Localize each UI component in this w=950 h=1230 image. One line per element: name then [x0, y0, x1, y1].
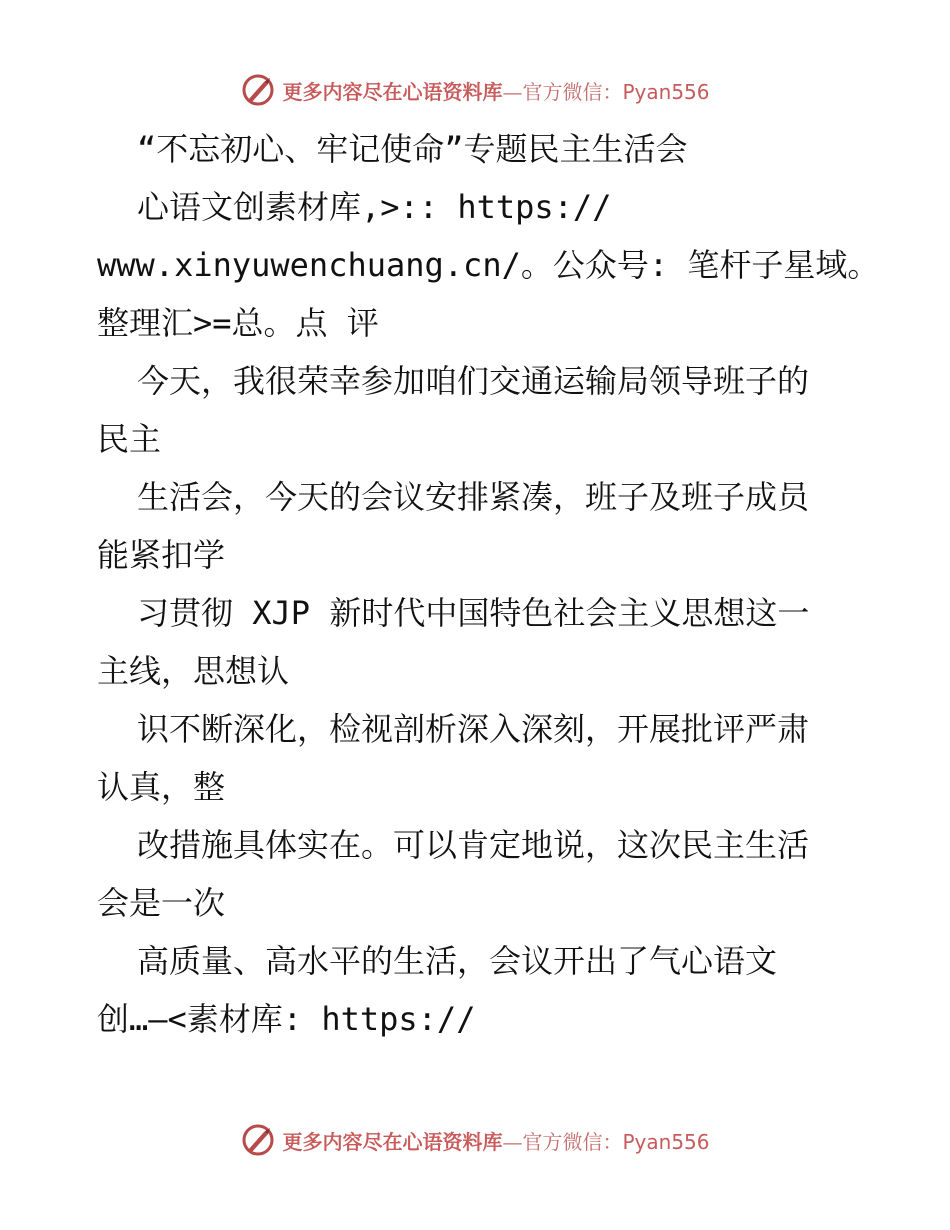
header-banner	[0, 70, 950, 110]
footer-dash: —	[502, 1129, 523, 1154]
header-banner-inner	[240, 72, 709, 108]
header-brand-text: 更多内容尽在心语资料库	[282, 79, 503, 104]
document-line: 心语文创素材库,>:: https://	[137, 188, 612, 226]
document-line: www.xinyuwenchuang.cn/。公众号: 笔杆子星域。	[97, 246, 880, 284]
header-contact-account: Pyan556	[622, 79, 710, 104]
document-line: 生活会，今天的会议安排紧凑，班子及班子成员	[137, 478, 810, 516]
document-line: 能紧扣学	[97, 536, 226, 574]
footer-contact-account: Pyan556	[622, 1129, 710, 1154]
document-line: 会是一次	[97, 884, 226, 922]
header-contact-label: 官方微信：	[522, 79, 623, 104]
pen-circle-logo-icon	[240, 72, 276, 108]
document-line: 整理汇>=总。点 评	[97, 304, 379, 342]
footer-contact-label: 官方微信：	[522, 1129, 623, 1154]
footer-banner-inner	[240, 1122, 709, 1158]
header-banner-text	[282, 76, 709, 105]
document-line: 识不断深化，检视剖析深入深刻，开展批评严肃	[137, 710, 810, 748]
header-dash: —	[502, 79, 523, 104]
document-line: 习贯彻 XJP 新时代中国特色社会主义思想这一	[137, 594, 810, 632]
document-line: 高质量、高水平的生活，会议开出了气心语文	[137, 942, 778, 980]
document-line: 主线，思想认	[97, 652, 290, 690]
document-line: 今天，我很荣幸参加咱们交通运输局领导班子的	[137, 362, 810, 400]
document-line: 改措施具体实在。可以肯定地说，这次民主生活	[137, 826, 810, 864]
document-line: 创…—<素材库: https://	[97, 1000, 476, 1038]
footer-banner	[0, 1120, 950, 1160]
document-line: 认真，整	[97, 768, 226, 806]
footer-brand-text: 更多内容尽在心语资料库	[282, 1129, 503, 1154]
pen-circle-logo-icon	[240, 1122, 276, 1158]
footer-banner-text	[282, 1126, 709, 1155]
document-line: 民主	[97, 420, 162, 458]
document-title: “不忘初心、牢记使命”专题民主生活会	[137, 130, 688, 168]
